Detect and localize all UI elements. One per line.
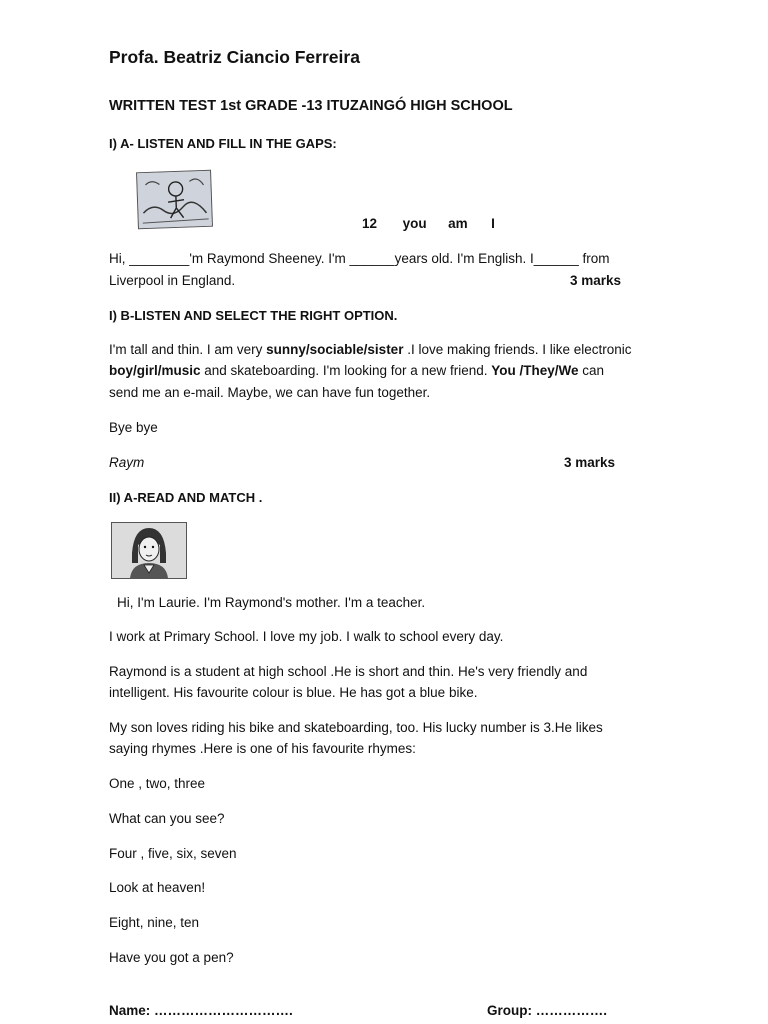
select-line-3: send me an e-mail. Maybe, we can have fun together. <box>109 385 431 400</box>
rhyme-line: What can you see? <box>109 811 225 826</box>
paragraph-3-line-1: My son loves riding his bike and skateboarding, too. His lucky number is 3.He likes <box>109 720 603 735</box>
teacher-name: Profa. Beatriz Ciancio Ferreira <box>109 47 360 67</box>
word-bank-item: you <box>402 216 427 231</box>
word-bank <box>362 216 495 231</box>
word-bank-item: am <box>448 216 468 231</box>
fill-gaps-line-1: Hi, ________'m Raymond Sheeney. I'm ______years old. I'm English. I______ from <box>109 251 610 266</box>
select-text: and skateboarding. I'm looking for a new friend. <box>200 363 492 378</box>
rhyme-line: Look at heaven! <box>109 880 206 895</box>
paragraph-3-line-2: saying rhymes .Here is one of his favourite rhymes: <box>109 741 416 756</box>
rhyme-line: Eight, nine, ten <box>109 915 200 930</box>
sketch-image-1 <box>136 170 213 230</box>
section-1b-marks: 3 marks <box>564 455 616 470</box>
section-1b-heading: I) B-LISTEN AND SELECT THE RIGHT OPTION. <box>109 308 398 323</box>
section-1a-heading: I) A- LISTEN AND FILL IN THE GAPS: <box>109 136 337 151</box>
rhyme-line: Four , five, six, seven <box>109 846 237 861</box>
paragraph-2-line-1: Raymond is a student at high school .He is short and thin. He's very friendly and <box>109 664 588 679</box>
laurie-intro: Hi, I'm Laurie. I'm Raymond's mother. I'm a teacher. <box>117 595 426 610</box>
select-text: .I love making friends. I like electronic <box>403 342 632 357</box>
rhyme-line: Have you got a pen? <box>109 950 234 965</box>
name-field-label: Name: …………………………. <box>109 1003 293 1018</box>
paragraph-1: I work at Primary School. I love my job. I walk to school every day. <box>109 629 504 644</box>
bye-line: Bye bye <box>109 420 158 435</box>
word-bank-item: I <box>491 216 495 231</box>
group-field-label: Group: ……………. <box>487 1003 607 1018</box>
select-line-2 <box>109 363 604 378</box>
section-2a-heading: II) A-READ AND MATCH . <box>109 490 263 505</box>
portrait-image <box>111 522 187 579</box>
word-bank-item: 12 <box>362 216 378 231</box>
select-text: can <box>578 363 605 378</box>
option-group-3: You /They/We <box>491 363 579 378</box>
option-group-1: sunny/sociable/sister <box>266 342 404 357</box>
option-group-2: boy/girl/music <box>109 363 201 378</box>
rhyme-line: One , two, three <box>109 776 206 791</box>
select-text: I'm tall and thin. I am very <box>109 342 267 357</box>
select-line-1 <box>109 342 632 357</box>
fill-gaps-line-2: Liverpool in England. <box>109 273 236 288</box>
signature: Raym <box>109 455 145 470</box>
section-1a-marks: 3 marks <box>570 273 622 288</box>
paragraph-2-line-2: intelligent. His favourite colour is blue. He has got a blue bike. <box>109 685 478 700</box>
test-title: WRITTEN TEST 1st GRADE -13 ITUZAINGÓ HIGH SCHOOL <box>109 98 513 114</box>
